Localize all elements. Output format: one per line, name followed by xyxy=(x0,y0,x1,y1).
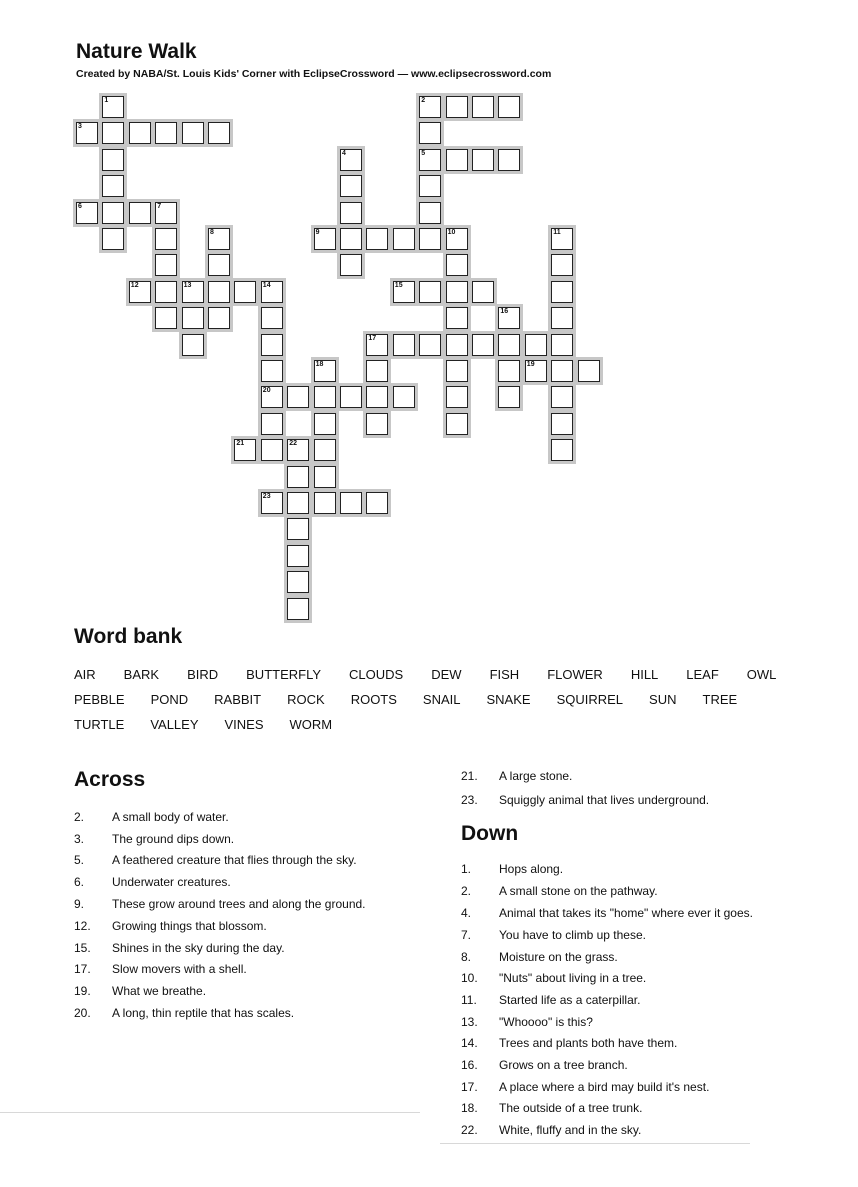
grid-cell[interactable] xyxy=(340,175,362,197)
clue-number: 17 xyxy=(368,334,377,342)
grid-cell[interactable] xyxy=(155,307,177,329)
grid-cell[interactable] xyxy=(208,254,230,276)
grid-cell[interactable] xyxy=(498,307,520,329)
clue-number: 13 xyxy=(183,281,192,289)
grid-cell[interactable] xyxy=(419,122,441,144)
grid-cell[interactable] xyxy=(419,334,441,356)
grid-cell[interactable] xyxy=(551,413,573,435)
grid-cell[interactable] xyxy=(314,492,336,514)
clue-number: 7 xyxy=(157,202,162,210)
clue-number: 20. xyxy=(74,1006,91,1020)
grid-cell[interactable] xyxy=(261,360,283,382)
grid-cell[interactable] xyxy=(261,334,283,356)
grid-cell[interactable] xyxy=(446,96,468,118)
grid-cell[interactable] xyxy=(498,360,520,382)
grid-cell[interactable] xyxy=(261,386,283,408)
clue-text: Underwater creatures. xyxy=(112,875,231,889)
clue-number: 9 xyxy=(315,229,320,236)
clue-text: The outside of a tree trunk. xyxy=(499,1101,643,1115)
grid-cell[interactable] xyxy=(551,228,573,250)
grid-cell[interactable] xyxy=(446,360,468,382)
grid-cell[interactable] xyxy=(155,202,177,224)
grid-cell[interactable] xyxy=(498,96,520,118)
grid-cell[interactable] xyxy=(498,334,520,356)
grid-cell[interactable] xyxy=(76,122,98,144)
grid-cell[interactable] xyxy=(102,175,124,197)
clue-text: "Nuts" about living in a tree. xyxy=(499,971,647,985)
clue-number: 8 xyxy=(210,229,214,236)
grid-cell[interactable] xyxy=(366,228,388,250)
word-bank-word: OWL xyxy=(746,667,777,682)
word-bank-word: BIRD xyxy=(187,667,219,682)
grid-cell[interactable] xyxy=(76,202,98,224)
clue-number: 22. xyxy=(461,1123,478,1137)
clue-text: A small body of water. xyxy=(112,810,229,824)
divider-line xyxy=(440,1143,750,1144)
clue-number: 12. xyxy=(74,919,91,933)
grid-cell[interactable] xyxy=(366,360,388,382)
grid-cell[interactable] xyxy=(182,281,204,303)
grid-cell[interactable] xyxy=(287,386,309,408)
clue-text: Squiggly animal that lives underground. xyxy=(499,793,710,807)
word-bank-word: TURTLE xyxy=(74,717,125,732)
word-bank-word: LEAF xyxy=(686,667,719,682)
clue-number: 4 xyxy=(342,149,346,157)
word-bank-word: CLOUDS xyxy=(349,667,404,682)
clue-number: 1 xyxy=(104,97,109,104)
clue-number: 12 xyxy=(130,281,139,289)
clue-text: Moisture on the grass. xyxy=(499,950,618,964)
word-bank-word: PEBBLE xyxy=(74,692,125,707)
clue-number: 2 xyxy=(421,97,426,104)
clue-text: Animal that takes its "home" where ever it goes. xyxy=(499,906,753,920)
grid-cell[interactable] xyxy=(446,307,468,329)
grid-cell[interactable] xyxy=(419,149,441,171)
grid-cell[interactable] xyxy=(102,122,124,144)
clue-number: 7. xyxy=(461,928,472,942)
grid-cell[interactable] xyxy=(182,334,204,356)
grid-cell[interactable] xyxy=(208,307,230,329)
grid-cell[interactable] xyxy=(234,281,256,303)
clue-text: Shines in the sky during the day. xyxy=(112,941,285,955)
clue-number: 20 xyxy=(262,387,271,395)
grid-cell[interactable] xyxy=(182,307,204,329)
grid-cell[interactable] xyxy=(446,228,468,250)
grid-cell[interactable] xyxy=(446,281,468,303)
grid-cell[interactable] xyxy=(340,149,362,171)
grid-cell[interactable] xyxy=(446,334,468,356)
grid-cell[interactable] xyxy=(155,228,177,250)
word-bank-word: RABBIT xyxy=(214,692,262,707)
clue-number: 4. xyxy=(461,906,472,920)
grid-cell[interactable] xyxy=(287,466,309,488)
grid-cell[interactable] xyxy=(472,96,494,118)
grid-cell[interactable] xyxy=(551,360,573,382)
clue-number: 1. xyxy=(461,862,472,876)
grid-cell[interactable] xyxy=(366,492,388,514)
clue-number: 13. xyxy=(461,1015,478,1029)
clue-number: 6 xyxy=(78,202,82,210)
grid-cell[interactable] xyxy=(102,228,124,250)
divider-line xyxy=(0,1112,420,1113)
grid-cell[interactable] xyxy=(446,413,468,435)
word-bank-word: AIR xyxy=(74,667,96,682)
grid-cell[interactable] xyxy=(234,439,256,461)
grid-cell[interactable] xyxy=(340,492,362,514)
grid-cell[interactable] xyxy=(287,598,309,620)
clue-number: 14 xyxy=(262,281,271,289)
word-bank-word: SNAIL xyxy=(422,692,461,707)
grid-cell[interactable] xyxy=(340,254,362,276)
clue-text: Trees and plants both have them. xyxy=(499,1036,678,1050)
clue-number: 9. xyxy=(74,897,85,911)
grid-cell[interactable] xyxy=(261,281,283,303)
clue-text: Growing things that blossom. xyxy=(112,919,267,933)
word-bank-row xyxy=(74,717,358,732)
grid-cell[interactable] xyxy=(446,386,468,408)
grid-cell[interactable] xyxy=(155,254,177,276)
clue-text: A place where a bird may build it's nest. xyxy=(499,1080,710,1094)
grid-cell[interactable] xyxy=(525,360,547,382)
down-heading: Down xyxy=(461,822,519,845)
grid-cell[interactable] xyxy=(419,281,441,303)
clue-number: 16 xyxy=(500,308,509,316)
clue-text: A feathered creature that flies through the sky. xyxy=(112,853,357,867)
grid-cell[interactable] xyxy=(498,149,520,171)
word-bank-word: TREE xyxy=(702,692,738,707)
word-bank-word: SUN xyxy=(649,692,677,707)
clue-number: 11. xyxy=(461,993,477,1007)
grid-cell[interactable] xyxy=(261,492,283,514)
grid-cell[interactable] xyxy=(208,281,230,303)
clue-number: 18 xyxy=(315,361,324,368)
grid-cell[interactable] xyxy=(525,334,547,356)
word-bank-word: FISH xyxy=(489,667,520,682)
word-bank-word: HILL xyxy=(630,667,659,682)
grid-cell[interactable] xyxy=(498,386,520,408)
clue-text: Grows on a tree branch. xyxy=(499,1058,628,1072)
grid-cell[interactable] xyxy=(314,413,336,435)
grid-cell[interactable] xyxy=(208,228,230,250)
across-heading: Across xyxy=(74,768,146,791)
grid-cell[interactable] xyxy=(261,307,283,329)
clue-number: 3 xyxy=(78,123,82,131)
grid-cell[interactable] xyxy=(102,202,124,224)
grid-cell[interactable] xyxy=(340,202,362,224)
clue-number: 23. xyxy=(461,793,478,807)
grid-cell[interactable] xyxy=(446,149,468,171)
grid-cell[interactable] xyxy=(129,202,151,224)
grid-cell[interactable] xyxy=(551,281,573,303)
clue-number: 3. xyxy=(74,832,85,846)
word-bank-word: WORM xyxy=(289,717,333,732)
word-bank-word: BUTTERFLY xyxy=(246,667,322,682)
grid-cell[interactable] xyxy=(314,466,336,488)
clue-text: You have to climb up these. xyxy=(499,928,646,942)
puzzle-subtitle: Created by NABA/St. Louis Kids' Corner with EclipseCrossword — www.eclipsecrossword.com xyxy=(76,68,552,80)
grid-cell[interactable] xyxy=(419,96,441,118)
grid-cell[interactable] xyxy=(340,228,362,250)
grid-cell[interactable] xyxy=(551,334,573,356)
grid-cell[interactable] xyxy=(366,334,388,356)
clue-text: What we breathe. xyxy=(112,984,207,998)
grid-cell[interactable] xyxy=(393,386,415,408)
puzzle-title: Nature Walk xyxy=(76,40,197,63)
grid-cell[interactable] xyxy=(472,149,494,171)
word-bank-word: BARK xyxy=(123,667,160,682)
clue-text: These grow around trees and along the ground. xyxy=(112,897,366,911)
clue-number: 5 xyxy=(421,149,426,157)
clue-number: 14. xyxy=(461,1036,478,1050)
word-bank-word: ROOTS xyxy=(350,692,397,707)
clue-number: 2. xyxy=(74,810,85,824)
grid-cell[interactable] xyxy=(208,122,230,144)
clue-text: A long, thin reptile that has scales. xyxy=(112,1006,295,1020)
word-bank-word: ROCK xyxy=(287,692,325,707)
grid-cell[interactable] xyxy=(472,334,494,356)
word-bank-heading: Word bank xyxy=(74,625,183,648)
grid-cell[interactable] xyxy=(287,492,309,514)
clue-number: 18. xyxy=(461,1101,478,1115)
grid-cell[interactable] xyxy=(446,254,468,276)
clue-number: 17. xyxy=(74,962,91,976)
word-bank-word: SNAKE xyxy=(486,692,531,707)
grid-cell[interactable] xyxy=(472,281,494,303)
word-bank-word: VINES xyxy=(224,717,264,732)
clue-text: The ground dips down. xyxy=(112,832,235,846)
grid-cell[interactable] xyxy=(287,545,309,567)
clue-number: 21 xyxy=(236,440,245,448)
grid-cell[interactable] xyxy=(551,307,573,329)
clue-number: 8. xyxy=(461,950,472,964)
word-bank-word: VALLEY xyxy=(150,717,199,732)
word-bank-row xyxy=(74,692,763,707)
grid-cell[interactable] xyxy=(419,202,441,224)
grid-cell[interactable] xyxy=(102,149,124,171)
grid-cell[interactable] xyxy=(578,360,600,382)
grid-cell[interactable] xyxy=(287,571,309,593)
grid-cell[interactable] xyxy=(393,228,415,250)
grid-cell[interactable] xyxy=(393,281,415,303)
clue-number: 17. xyxy=(461,1080,478,1094)
clue-text: Slow movers with a shell. xyxy=(112,962,247,976)
clue-text: A small stone on the pathway. xyxy=(499,884,658,898)
grid-cell[interactable] xyxy=(366,413,388,435)
clue-number: 23 xyxy=(262,493,271,500)
grid-cell[interactable] xyxy=(155,281,177,303)
grid-cell[interactable] xyxy=(314,360,336,382)
grid-cell[interactable] xyxy=(551,254,573,276)
clue-number: 21. xyxy=(461,769,478,783)
clue-number: 22 xyxy=(289,440,297,448)
word-bank-word: POND xyxy=(150,692,189,707)
grid-cell[interactable] xyxy=(366,386,388,408)
clue-number: 16. xyxy=(461,1058,478,1072)
grid-cell[interactable] xyxy=(129,122,151,144)
clue-text: A large stone. xyxy=(499,769,573,783)
word-bank-row xyxy=(74,667,804,682)
grid-cell[interactable] xyxy=(419,175,441,197)
clue-number: 10. xyxy=(461,971,478,985)
grid-cell[interactable] xyxy=(314,439,336,461)
grid-cell[interactable] xyxy=(129,281,151,303)
clue-number: 15 xyxy=(394,281,403,289)
word-bank-word: SQUIRREL xyxy=(556,692,624,707)
grid-cell[interactable] xyxy=(419,228,441,250)
clue-number: 19. xyxy=(74,984,91,998)
grid-cell[interactable] xyxy=(340,386,362,408)
clue-text: Hops along. xyxy=(499,862,564,876)
grid-cell[interactable] xyxy=(102,96,124,118)
grid-cell[interactable] xyxy=(551,386,573,408)
grid-cell[interactable] xyxy=(261,439,283,461)
clue-text: Started life as a caterpillar. xyxy=(499,993,641,1007)
grid-cell[interactable] xyxy=(182,122,204,144)
grid-cell[interactable] xyxy=(551,439,573,461)
clue-text: "Whoooo" is this? xyxy=(499,1015,593,1029)
clue-number: 10 xyxy=(447,229,456,236)
clue-number: 6. xyxy=(74,875,85,889)
clue-text: White, fluffy and in the sky. xyxy=(499,1123,642,1137)
grid-cell[interactable] xyxy=(314,386,336,408)
clue-number: 19 xyxy=(526,361,535,368)
grid-cell[interactable] xyxy=(314,228,336,250)
clue-number: 15. xyxy=(74,941,91,955)
grid-cell[interactable] xyxy=(261,413,283,435)
grid-cell[interactable] xyxy=(393,334,415,356)
word-bank-word: DEW xyxy=(431,667,462,682)
grid-cell[interactable] xyxy=(287,518,309,540)
grid-cell[interactable] xyxy=(287,439,309,461)
clue-number: 5. xyxy=(74,853,85,867)
grid-cell[interactable] xyxy=(155,122,177,144)
word-bank-word: FLOWER xyxy=(547,667,603,682)
clue-number: 11 xyxy=(553,229,561,236)
clue-number: 2. xyxy=(461,884,472,898)
